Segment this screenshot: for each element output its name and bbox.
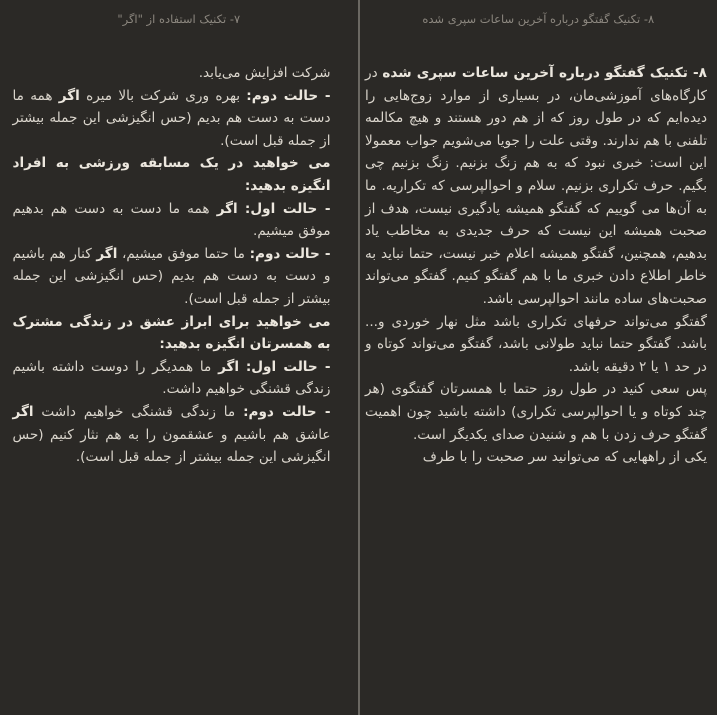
paragraph [13,198,331,243]
bold-label: - حالت دوم: [246,87,331,104]
text-run: در کارگاه‌های آموزشی‌مان، در بسیاری از موارد زوج‌هایی را دیده‌ایم که در طول روز که از هم دور هستند و هیچ مکالمه تلفنی با هم ندارند. وقتی علت را جویا می‌شویم جواب معمولا این است: خبری نبود که به هم زنگ بزنیم. زنگ بزنیم چی بگیم. حرف تکراری بزنیم. سلام و احوالپرسی که تکراریه. ما به آن‌ها می گوییم که گفتگو همیشه یادگیری نیست، هدف از صحبت همیشه این نیست که حرف جدیدی به مخاطب یاد بدهیم، همچنین، گفتگو همیشه اعلام خبر نیست، حتما نباید به خاطر اطلاع دادن خبری ما با هم گفتگو کنیم. گفتگو می‌تواند صحبت‌های ساده مانند احوالپرسی باشد. [365,65,707,307]
text-run: ما زندگی قشنگی خواهیم داشت [33,403,244,420]
text-run: شرکت افزایش می‌یابد. [198,65,331,81]
bold-label: - حالت دوم: [249,245,331,262]
bold-keyword: اگر [216,200,238,217]
page-body [365,62,707,469]
text-run: گفتگو می‌تواند حرفهای تکراری باشد مثل نهار خوردی و... باشد. گفتگو حتما نباید طولانی باشد، گفتگو می‌تواند کوتاه و در حد ۱ یا ۲ دقیقه باشد. [365,313,707,375]
left-page [0,0,358,715]
text-run: ما حتما موفق میشیم، [117,245,250,262]
paragraph [13,62,331,85]
bold-keyword: اگر [218,358,240,375]
running-head: ۷- تکنیک استفاده از "اگر" [117,12,241,26]
bold-keyword: اگر [58,87,80,104]
bold-heading: می خواهید در یک مسابقه ورزشی به افراد انگیزه بدهید: [12,155,331,194]
right-page [360,0,717,715]
text-run: عاشق هم باشیم و عشقمون را به هم نثار کنیم (حس انگیزشی این جمله بیشتر از جمله قبل است). [12,426,331,466]
text-run: ما همدیگر را دوست داشته باشیم زندگی قشنگی خواهیم داشت. [12,358,331,398]
text-run [238,201,245,217]
bold-keyword: اگر [12,403,34,420]
paragraph [365,311,707,379]
running-head: ۸- تکنیک گفتگو درباره آخرین ساعات سپری شده [422,12,655,26]
paragraph [365,446,707,469]
paragraph [365,378,707,446]
paragraph [13,243,331,311]
bold-heading: می خواهید برای ابراز عشق در زندگی مشترک به همسرتان انگیزه بدهید: [12,313,331,353]
text-run: پس سعی کنید در طول روز حتما با همسرتان گفتگوی (هر چند کوتاه و یا احوالپرسی تکراری) داشته باشید چون اهمیت گفتگو حرف زدن با هم و شنیدن صدای یکدیگر است. [365,381,707,443]
text-run: یکی از راههایی که می‌توانید سر صحبت را با طرف [422,449,707,466]
text-run: همه ما دست به دست هم بدیم (حس انگیزشی این جمله بیشتر از جمله قبل است). [12,87,331,149]
bold-label: - حالت دوم: [243,403,331,420]
paragraph [365,62,707,311]
bold-heading: ۸- تکنیک گفتگو درباره آخرین ساعات سپری شده [382,65,707,81]
text-run: کنار هم باشیم و دست به دست هم بدیم (حس انگیزشی این جمله بیشتر از جمله قبل است). [12,245,331,307]
page-body [13,62,331,469]
paragraph [13,152,331,197]
text-run [239,359,246,375]
paragraph [13,85,331,153]
paragraph [13,356,331,401]
paragraph [13,311,331,356]
text-run: بهره وری شرکت بالا میره [79,87,247,104]
paragraph [13,401,331,469]
bold-label: - حالت اول: [245,358,331,375]
bold-label: - حالت اول: [244,200,331,217]
bold-keyword: اگر [96,245,118,262]
text-run: همه ما دست به دست هم بدهیم موفق میشیم. [12,200,331,240]
